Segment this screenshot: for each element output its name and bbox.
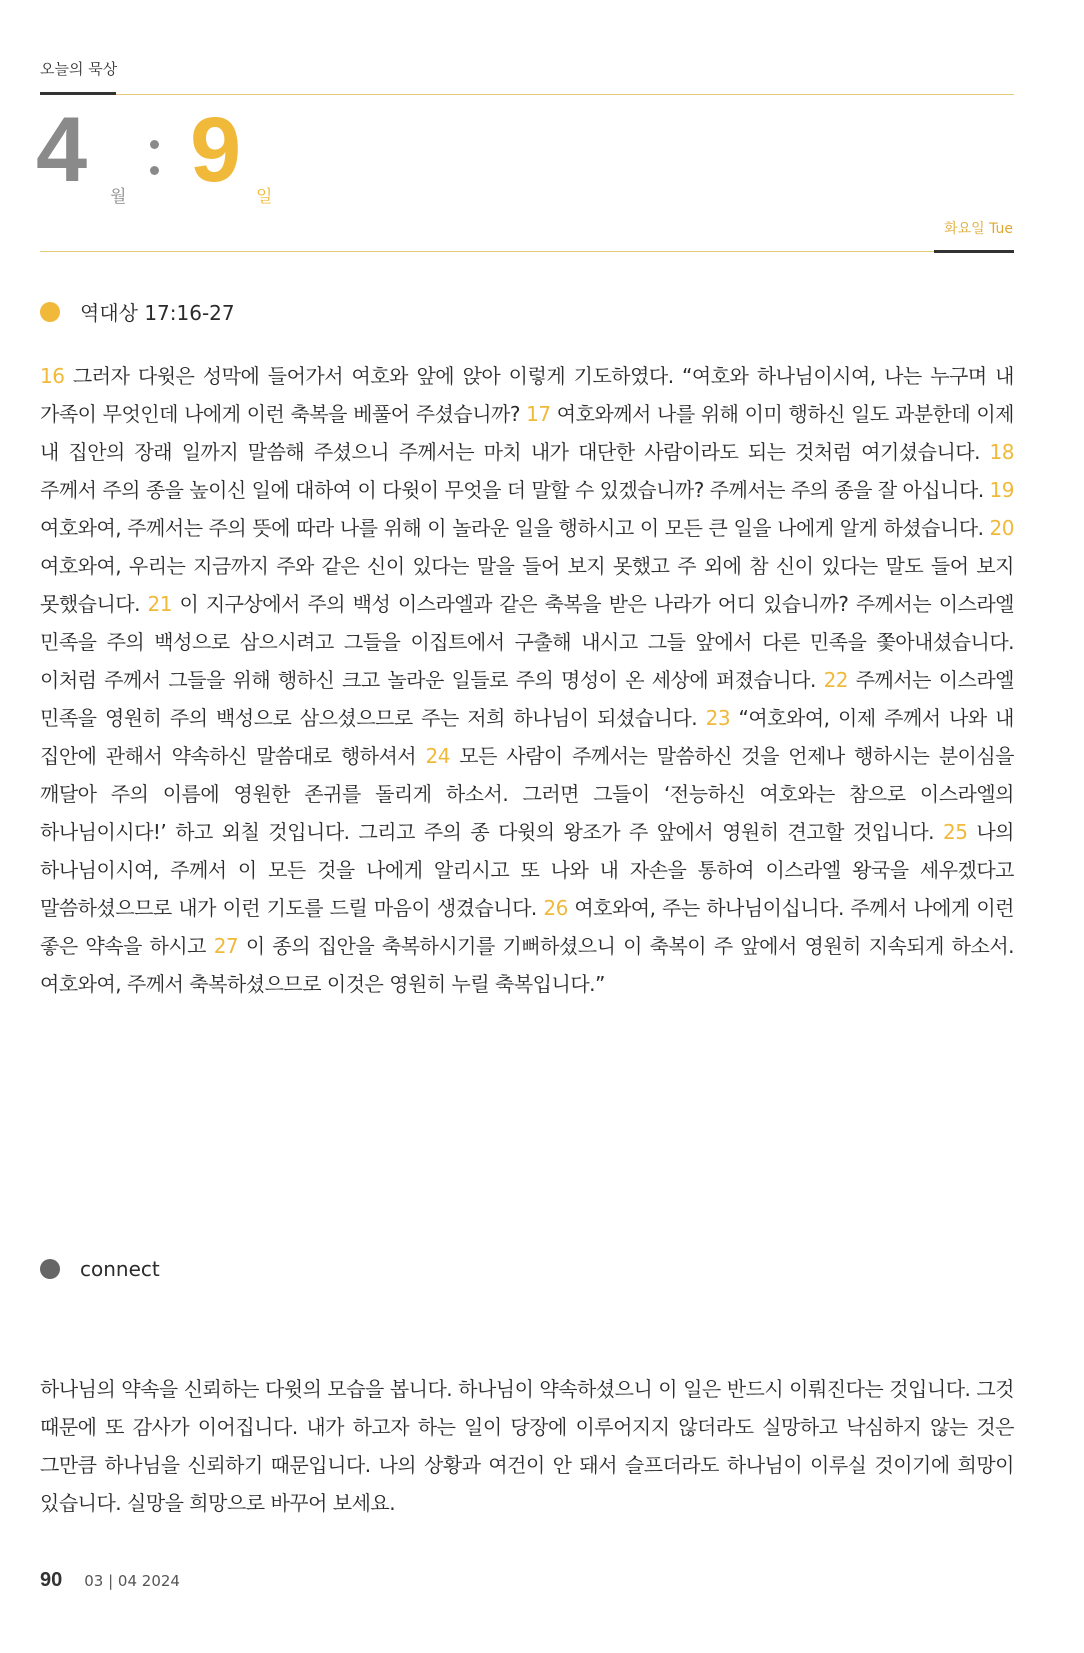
- date-day: 9: [190, 99, 242, 201]
- issue-date: 03 | 04 2024: [84, 1572, 180, 1590]
- header-label: 오늘의 묵상: [40, 60, 118, 78]
- header-rule: [116, 94, 1014, 95]
- verse-text: 이 종의 집안을 축복하시기를 기뻐하셨으니 이 축복이 주 앞에서 영원히 지속되게 하소서. 여호와여, 주께서 축복하셨으므로 이것은 영원히 누릴 축복입니다.”: [40, 934, 1014, 996]
- date-rule: [40, 251, 934, 252]
- verse-text: 여호와여, 우리는 지금까지 주와 같은 신이 있다는 말을 들어 보지 못했고 주 외에 참 신이 있다는 말도 들어 보지 못했습니다.: [40, 554, 1014, 616]
- colon-dot-bottom: [150, 166, 159, 175]
- verse-number: 25: [942, 820, 968, 844]
- verse-text: 나의 하나님이시여, 주께서 이 모든 것을 나에게 알리시고 또 나와 내 자손을 통하여 이스라엘 왕국을 세우겠다고 말씀하셨으므로 내가 이런 기도를 드릴 마음이 생겼습니다.: [40, 820, 1014, 920]
- verse-text: 여호와여, 주는 하나님이십니다. 주께서 나에게 이런 좋은 약속을 하시고: [40, 896, 1014, 958]
- connect-bullet-icon: [40, 1259, 60, 1279]
- date-day-unit: 일: [256, 187, 273, 207]
- colon-dot-top: [150, 140, 159, 149]
- verse-text: 여호와께서 나를 위해 이미 행하신 일도 과분한데 이제 내 집안의 장래 일까지 말씀해 주셨으니 주께서는 마치 내가 대단한 사람이라도 되는 것처럼 여기셨습니다.: [40, 402, 1014, 464]
- page-number: 90: [40, 1569, 63, 1591]
- verse-text: 이 지구상에서 주의 백성 이스라엘과 같은 축복을 받은 나라가 어디 있습니까? 주께서는 이스라엘 민족을 주의 백성으로 삼으시려고 그들을 이집트에서 구출해 내시고 그들 앞에서 다른 민족을 쫓아내셨습니다. 이처럼 주께서 그들을 위해 행하신 크고 놀라운 일들로 주의 명성이 온 세상에 퍼졌습니다.: [40, 592, 1014, 692]
- verse-number: 17: [526, 402, 551, 426]
- scripture-bullet-icon: [40, 302, 60, 322]
- scripture-reference: 역대상 17:16-27: [80, 301, 235, 325]
- connect-text: 하나님의 약속을 신뢰하는 다윗의 모습을 봅니다. 하나님이 약속하셨으니 이 일은 반드시 이뤄진다는 것입니다. 그것 때문에 또 감사가 이어집니다. 내가 하고자 하는 일이 당장에 이루어지지 않더라도 실망하고 낙심하지 않는 것은 그만큼 하나님을 신뢰하기 때문입니다. 나의 상황과 여건이 안 돼서 슬프더라도 하나님이 이루실 것이기에 희망이 있습니다. 실망을 희망으로 바꾸어 보세요.: [40, 1377, 1014, 1515]
- date-weekday: 화요일 Tue: [944, 221, 1013, 237]
- verse-number: 22: [823, 668, 849, 692]
- verse-number: 26: [543, 896, 568, 920]
- verse-number: 23: [705, 706, 731, 730]
- connect-title: connect: [80, 1257, 160, 1281]
- verse-number: 19: [989, 478, 1014, 502]
- verse-number: 20: [989, 516, 1014, 540]
- verse-text: 여호와여, 주께서는 주의 뜻에 따라 나를 위해 이 놀라운 일을 행하시고 이 모든 큰 일을 나에게 알게 하셨습니다.: [40, 516, 990, 540]
- date-month: 4: [36, 99, 88, 201]
- scripture-passage: [40, 357, 1014, 1003]
- scripture-heading: [40, 297, 235, 326]
- verse-text: 모든 사람이 주께서는 말씀하신 것을 언제나 행하시는 분이심을 깨달아 주의 이름에 영원한 존귀를 돌리게 하소서. 그러면 그들이 ‘전능하신 여호와는 참으로 이스라엘의 하나님이시다!’ 하고 외칠 것입니다. 그리고 주의 종 다윗의 왕조가 주 앞에서 영원히 견고할 것입니다.: [40, 744, 1015, 844]
- verse-text: 주께서 주의 종을 높이신 일에 대하여 이 다윗이 무엇을 더 말할 수 있겠습니까? 주께서는 주의 종을 잘 아십니다.: [40, 478, 990, 502]
- connect-heading: [40, 1257, 160, 1281]
- verse-number: 24: [425, 744, 450, 768]
- date-colon: [150, 140, 162, 192]
- verse-text: “여호와여, 이제 주께서 나와 내 집안에 관해서 약속하신 말씀대로 행하셔서: [40, 706, 1014, 768]
- header-underline: [40, 92, 116, 95]
- verse-number: 21: [147, 592, 172, 616]
- weekday-underline: [934, 250, 1014, 253]
- verse-text: 주께서는 이스라엘 민족을 영원히 주의 백성으로 삼으셨으므로 주는 저희 하나님이 되셨습니다.: [40, 668, 1014, 730]
- verse-number: 18: [989, 440, 1014, 464]
- footer: [40, 1569, 180, 1592]
- verse-text: 그러자 다윗은 성막에 들어가서 여호와 앞에 앉아 이렇게 기도하였다. “여호와 하나님이시여, 나는 누구며 내 가족이 무엇인데 나에게 이런 축복을 베풀어 주셨습니까?: [40, 364, 1014, 426]
- date-month-unit: 월: [110, 187, 127, 207]
- verse-number: 27: [213, 934, 239, 958]
- verse-number: 16: [40, 364, 65, 388]
